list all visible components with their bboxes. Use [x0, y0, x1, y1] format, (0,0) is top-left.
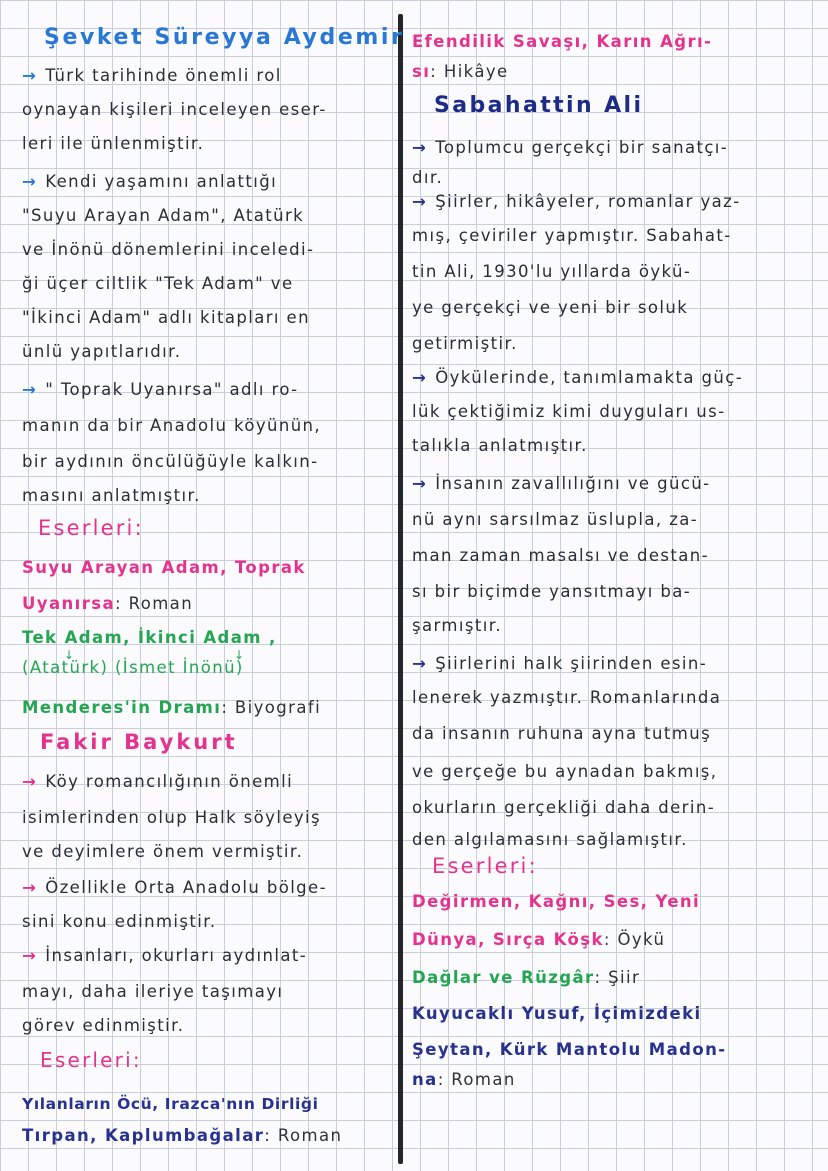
text-line: "Suyu Arayan Adam", Atatürk	[22, 206, 305, 225]
bullet-line: → Özellikle Orta Anadolu bölge-	[22, 878, 327, 897]
text-line: ve gerçeğe bu aynadan bakmış,	[412, 762, 718, 781]
text-line: talıkla anlatmıştır.	[412, 436, 588, 455]
column-divider	[398, 14, 403, 1164]
works-label: Eserleri:	[432, 854, 538, 878]
text-line: bir aydının öncülüğüyle kalkın-	[22, 452, 319, 471]
works-label: Eserleri:	[38, 516, 144, 540]
bullet-line: → Şiirler, hikâyeler, romanlar yaz-	[412, 192, 741, 211]
text-line: şarmıştır.	[412, 616, 503, 635]
bullet-line: → Toplumcu gerçekçi bir sanatçı-	[412, 138, 729, 157]
text-line: dır.	[412, 168, 444, 187]
works-line: Uyanırsa: Roman	[22, 594, 194, 613]
arrow-icon: →	[412, 192, 428, 211]
bullet-line: → Kendi yaşamını anlattığı	[22, 172, 278, 191]
works-line: Menderes'in Dramı: Biyografi	[22, 698, 322, 717]
arrow-icon: →	[22, 66, 38, 85]
text-line: oynayan kişileri inceleyen eser-	[22, 100, 327, 119]
arrow-icon: →	[22, 172, 38, 191]
arrow-icon: →	[412, 654, 428, 673]
text-line: ye gerçekçi ve yeni bir soluk	[412, 298, 689, 317]
bullet-line: → Köy romancılığının önemli	[22, 772, 294, 791]
bullet-line: → Şiirlerini halk şiirinden esin-	[412, 654, 708, 673]
author-title-aydemir: Şevket Süreyya Aydemir	[44, 25, 405, 50]
works-line: Şeytan, Kürk Mantolu Madon-	[412, 1040, 727, 1059]
text-line: sini konu edinmiştir.	[22, 912, 217, 931]
small-arrow-icon: ↓	[234, 648, 245, 662]
works-line: Tırpan, Kaplumbağalar: Roman	[22, 1126, 343, 1145]
text-line: den algılamasını sağlamıştır.	[412, 830, 688, 849]
works-line: Efendilik Savaşı, Karın Ağrı-	[412, 32, 713, 51]
text-line: nü aynı sarsılmaz üslupla, za-	[412, 510, 699, 529]
text-line: tin Ali, 1930'lu yıllarda öykü-	[412, 262, 692, 281]
text-line: masını anlatmıştır.	[22, 486, 201, 505]
text-line: da insanın ruhuna ayna tutmuş	[412, 724, 712, 743]
works-line: Yılanların Öcü, Irazca'nın Dirliği	[22, 1095, 319, 1113]
arrow-icon: →	[412, 368, 428, 387]
text-line: getirmiştir.	[412, 334, 518, 353]
bullet-line: → " Toprak Uyanırsa" adlı ro-	[22, 380, 299, 399]
small-arrow-icon: ↓	[64, 648, 75, 662]
text-line: man zaman masalsı ve destan-	[412, 546, 710, 565]
arrow-icon: →	[22, 878, 38, 897]
text-line: manın da bir Anadolu köyünün,	[22, 416, 322, 435]
author-title-sabahattin-ali: Sabahattin Ali	[434, 93, 644, 118]
arrow-icon: →	[22, 946, 38, 965]
text-line: ünlü yapıtlarıdır.	[22, 342, 182, 361]
text-line: ği üçer ciltlik "Tek Adam" ve	[22, 274, 294, 293]
bullet-line: → Türk tarihinde önemli rol	[22, 66, 282, 85]
text-line: lenerek yazmıştır. Romanlarında	[412, 688, 722, 707]
works-line: Dağlar ve Rüzgâr: Şiir	[412, 968, 641, 987]
works-line: Değirmen, Kağnı, Ses, Yeni	[412, 892, 701, 911]
author-title-baykurt: Fakir Baykurt	[40, 730, 238, 754]
works-label: Eserleri:	[40, 1048, 142, 1072]
arrow-icon: →	[412, 138, 428, 157]
text-line: ve İnönü dönemlerini inceledi-	[22, 240, 315, 259]
works-line: Tek Adam, İkinci Adam ,	[22, 628, 277, 647]
works-line: (Atatürk) (İsmet İnönü)	[22, 658, 244, 677]
works-line: Kuyucaklı Yusuf, İçimizdeki	[412, 1004, 702, 1023]
arrow-icon: →	[412, 474, 428, 493]
text-line: leri ile ünlenmiştir.	[22, 134, 205, 153]
works-line: Dünya, Sırça Köşk: Öykü	[412, 930, 666, 949]
arrow-icon: →	[22, 772, 38, 791]
text-line: isimlerinden olup Halk söyleyiş	[22, 808, 322, 827]
text-line: "İkinci Adam" adlı kitapları en	[22, 308, 310, 327]
text-line: mış, çeviriler yapmıştır. Sabahat-	[412, 226, 732, 245]
text-line: görev edinmiştir.	[22, 1016, 185, 1035]
text-line: ve deyimlere önem vermiştir.	[22, 842, 304, 861]
works-line: sı: Hikâye	[412, 62, 509, 81]
works-line: Suyu Arayan Adam, Toprak	[22, 558, 306, 577]
bullet-line: → Öykülerinde, tanımlamakta güç-	[412, 368, 744, 387]
works-line: na: Roman	[412, 1070, 516, 1089]
text-line: okurların gerçekliği daha derin-	[412, 798, 716, 817]
text-line: lük çektiğimiz kimi duyguları us-	[412, 402, 726, 421]
text-line: sı bir biçimde yansıtmayı ba-	[412, 582, 692, 601]
bullet-line: → İnsanın zavallılığını ve gücü-	[412, 474, 711, 493]
bullet-line: → İnsanları, okurları aydınlat-	[22, 946, 308, 965]
arrow-icon: →	[22, 380, 38, 399]
text-line: mayı, daha ileriye taşımayı	[22, 982, 284, 1001]
